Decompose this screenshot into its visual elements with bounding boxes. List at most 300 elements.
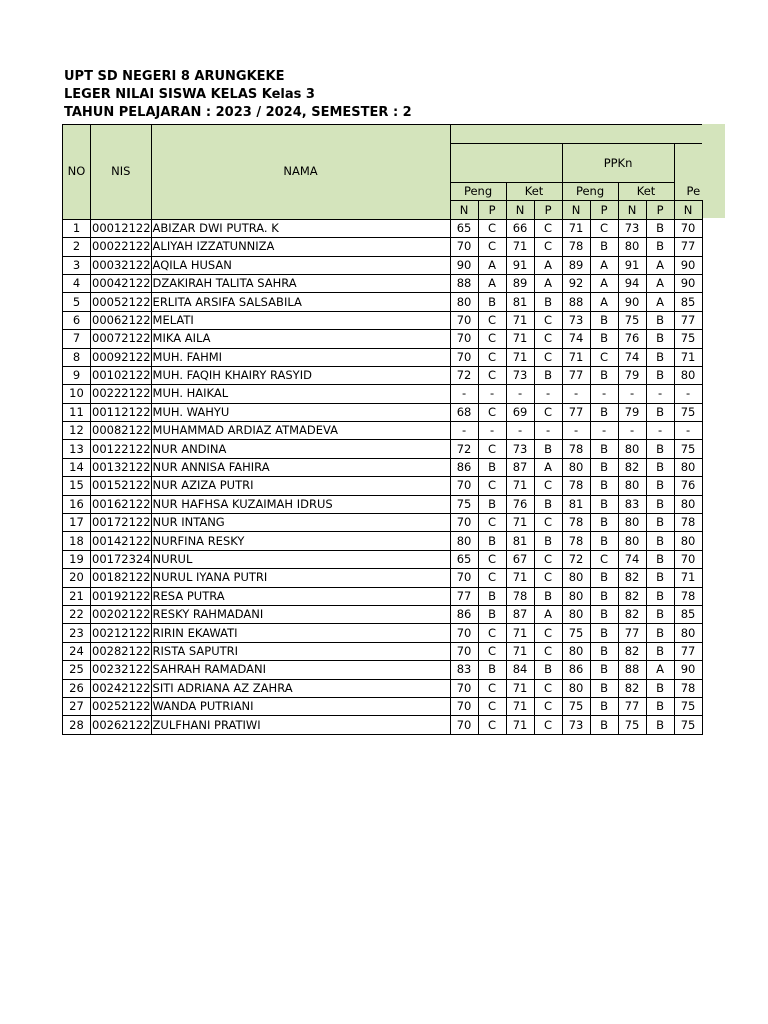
ppkn-peng-n-cell: 73: [562, 311, 590, 329]
peng-n-cell: 70: [450, 697, 478, 715]
ppkn-peng-p-cell: B: [590, 697, 618, 715]
peng-n-cell: 65: [450, 219, 478, 237]
ppkn-peng-n-cell: 71: [562, 219, 590, 237]
row-no-cell: 23: [63, 624, 91, 642]
row-no-cell: 17: [63, 514, 91, 532]
ppkn-ket-p-cell: B: [646, 477, 674, 495]
ppkn-ket-p-cell: A: [646, 274, 674, 292]
row-nis-cell: 00072122: [91, 330, 152, 348]
ppkn-peng-n-cell: 71: [562, 348, 590, 366]
next-n-cell: 71: [674, 348, 702, 366]
ket-n-cell: 89: [506, 274, 534, 292]
table-row: [63, 219, 703, 237]
ket-p-cell: C: [534, 348, 562, 366]
ket-p-cell: C: [534, 311, 562, 329]
row-no-cell: 24: [63, 642, 91, 660]
ppkn-peng-n-cell: 75: [562, 697, 590, 715]
row-no-cell: 3: [63, 256, 91, 274]
peng-p-cell: C: [478, 679, 506, 697]
row-nis-cell: 00222122: [91, 385, 152, 403]
ppkn-ket-p-cell: -: [646, 422, 674, 440]
row-no-cell: 15: [63, 477, 91, 495]
ppkn-peng-n-cell: 89: [562, 256, 590, 274]
next-n-cell: 71: [674, 569, 702, 587]
ppkn-ket-n-cell: 90: [618, 293, 646, 311]
row-no-cell: 4: [63, 274, 91, 292]
ket-p-cell: B: [534, 532, 562, 550]
ppkn-ket-n-cell: 82: [618, 587, 646, 605]
ppkn-ket-n-cell: 80: [618, 514, 646, 532]
ppkn-ket-n-cell: 80: [618, 238, 646, 256]
row-no-cell: 7: [63, 330, 91, 348]
ppkn-peng-p-cell: B: [590, 587, 618, 605]
row-no-cell: 19: [63, 550, 91, 568]
peng-n-cell: 70: [450, 642, 478, 660]
ppkn-peng-n-cell: 78: [562, 440, 590, 458]
peng-p-cell: B: [478, 293, 506, 311]
row-nis-cell: 00032122: [91, 256, 152, 274]
next-n-cell: 80: [674, 366, 702, 384]
row-nama-cell: RESKY RAHMADANI: [151, 605, 450, 623]
row-nama-cell: NUR ANDINA: [151, 440, 450, 458]
ket-header: Ket: [618, 183, 674, 201]
ppkn-ket-p-cell: B: [646, 238, 674, 256]
table-row: [63, 458, 703, 476]
ppkn-peng-n-cell: 88: [562, 293, 590, 311]
table-row: [63, 661, 703, 679]
ppkn-peng-n-cell: 80: [562, 587, 590, 605]
ppkn-peng-p-cell: B: [590, 569, 618, 587]
ppkn-ket-n-cell: 82: [618, 458, 646, 476]
ppkn-peng-p-cell: -: [590, 422, 618, 440]
ket-p-cell: C: [534, 477, 562, 495]
ppkn-peng-p-cell: B: [590, 716, 618, 734]
ppkn-ket-n-cell: 77: [618, 624, 646, 642]
ppkn-ket-p-cell: A: [646, 661, 674, 679]
ppkn-ket-n-cell: -: [618, 422, 646, 440]
next-n-cell: 75: [674, 403, 702, 421]
row-nis-cell: 00242122: [91, 679, 152, 697]
ket-n-cell: 81: [506, 293, 534, 311]
row-nis-cell: 00172122: [91, 514, 152, 532]
ket-n-cell: 71: [506, 514, 534, 532]
ppkn-peng-n-cell: 80: [562, 642, 590, 660]
row-nama-cell: ZULFHANI PRATIWI: [151, 716, 450, 734]
ppkn-peng-p-cell: B: [590, 477, 618, 495]
ppkn-peng-p-cell: A: [590, 274, 618, 292]
row-nis-cell: 00102122: [91, 366, 152, 384]
row-nis-cell: 00122122: [91, 440, 152, 458]
ket-p-cell: C: [534, 624, 562, 642]
row-no-cell: 26: [63, 679, 91, 697]
row-nis-cell: 00162122: [91, 495, 152, 513]
row-nama-cell: NURUL IYANA PUTRI: [151, 569, 450, 587]
peng-p-cell: A: [478, 256, 506, 274]
row-no-cell: 5: [63, 293, 91, 311]
ket-n-cell: 91: [506, 256, 534, 274]
ppkn-peng-p-cell: C: [590, 550, 618, 568]
p-header: P: [590, 201, 618, 219]
table-row: [63, 514, 703, 532]
table-row: [63, 477, 703, 495]
peng-n-cell: -: [450, 385, 478, 403]
ket-p-cell: C: [534, 679, 562, 697]
table-row: [63, 238, 703, 256]
ppkn-peng-p-cell: B: [590, 440, 618, 458]
row-nama-cell: NURFINA RESKY: [151, 532, 450, 550]
row-nis-cell: 00262122: [91, 716, 152, 734]
n-header: N: [674, 201, 702, 219]
ket-n-cell: 73: [506, 366, 534, 384]
row-nama-cell: DZAKIRAH TALITA SAHRA: [151, 274, 450, 292]
ket-p-cell: C: [534, 219, 562, 237]
ket-n-cell: 67: [506, 550, 534, 568]
col-header-nis: NIS: [91, 125, 152, 220]
peng-n-cell: 75: [450, 495, 478, 513]
ppkn-peng-n-cell: 86: [562, 661, 590, 679]
ppkn-peng-n-cell: 81: [562, 495, 590, 513]
row-nama-cell: NUR AZIZA PUTRI: [151, 477, 450, 495]
ppkn-peng-n-cell: 78: [562, 238, 590, 256]
ket-n-cell: 71: [506, 624, 534, 642]
peng-p-cell: A: [478, 274, 506, 292]
next-n-cell: 80: [674, 532, 702, 550]
school-name: UPT SD NEGERI 8 ARUNGKEKE: [64, 69, 285, 84]
ket-n-cell: 71: [506, 348, 534, 366]
ppkn-ket-p-cell: B: [646, 311, 674, 329]
row-nama-cell: SITI ADRIANA AZ ZAHRA: [151, 679, 450, 697]
ket-p-cell: A: [534, 274, 562, 292]
peng-p-cell: C: [478, 238, 506, 256]
row-no-cell: 8: [63, 348, 91, 366]
row-no-cell: 9: [63, 366, 91, 384]
ppkn-ket-p-cell: B: [646, 440, 674, 458]
table-row: [63, 385, 703, 403]
peng-p-cell: C: [478, 569, 506, 587]
ket-p-cell: C: [534, 716, 562, 734]
next-n-cell: 75: [674, 330, 702, 348]
next-n-cell: 85: [674, 293, 702, 311]
peng-p-cell: C: [478, 348, 506, 366]
academic-year: TAHUN PELAJARAN : 2023 / 2024, SEMESTER : 2: [64, 105, 412, 120]
ket-p-cell: A: [534, 458, 562, 476]
ket-n-cell: 84: [506, 661, 534, 679]
ppkn-ket-p-cell: B: [646, 642, 674, 660]
row-nama-cell: MUH. WAHYU: [151, 403, 450, 421]
ket-p-cell: A: [534, 256, 562, 274]
row-nis-cell: 00092122: [91, 348, 152, 366]
ppkn-ket-n-cell: 82: [618, 642, 646, 660]
ket-p-cell: C: [534, 642, 562, 660]
ppkn-ket-p-cell: B: [646, 550, 674, 568]
ppkn-peng-p-cell: B: [590, 366, 618, 384]
peng-p-cell: B: [478, 532, 506, 550]
ppkn-peng-n-cell: -: [562, 385, 590, 403]
ppkn-peng-p-cell: B: [590, 238, 618, 256]
peng-n-cell: 65: [450, 550, 478, 568]
row-nis-cell: 00082122: [91, 422, 152, 440]
next-n-cell: 75: [674, 697, 702, 715]
ppkn-ket-n-cell: 75: [618, 716, 646, 734]
peng-p-cell: B: [478, 605, 506, 623]
ket-n-cell: 71: [506, 477, 534, 495]
peng-n-cell: 70: [450, 348, 478, 366]
ppkn-ket-p-cell: B: [646, 624, 674, 642]
peng-p-cell: B: [478, 661, 506, 679]
ket-n-cell: 71: [506, 716, 534, 734]
ppkn-peng-n-cell: 75: [562, 624, 590, 642]
next-n-cell: 85: [674, 605, 702, 623]
peng-p-cell: C: [478, 716, 506, 734]
ppkn-peng-p-cell: B: [590, 330, 618, 348]
row-no-cell: 12: [63, 422, 91, 440]
next-n-cell: 80: [674, 495, 702, 513]
next-n-cell: 70: [674, 550, 702, 568]
ppkn-peng-p-cell: B: [590, 642, 618, 660]
peng-p-cell: C: [478, 440, 506, 458]
row-no-cell: 2: [63, 238, 91, 256]
peng-n-cell: 86: [450, 458, 478, 476]
ket-p-cell: B: [534, 661, 562, 679]
next-n-cell: 78: [674, 514, 702, 532]
peng-p-cell: C: [478, 311, 506, 329]
row-nama-cell: NURUL: [151, 550, 450, 568]
ppkn-ket-n-cell: 94: [618, 274, 646, 292]
next-n-cell: 80: [674, 458, 702, 476]
ppkn-peng-n-cell: 78: [562, 532, 590, 550]
ket-n-cell: 71: [506, 679, 534, 697]
ppkn-ket-p-cell: B: [646, 697, 674, 715]
row-nis-cell: 00112122: [91, 403, 152, 421]
peng-n-cell: 80: [450, 293, 478, 311]
peng-n-cell: 70: [450, 330, 478, 348]
row-nis-cell: 00042122: [91, 274, 152, 292]
ket-p-cell: C: [534, 514, 562, 532]
subject-ppkn-header: PPKn: [562, 144, 674, 183]
peng-p-cell: C: [478, 550, 506, 568]
ppkn-peng-n-cell: 92: [562, 274, 590, 292]
ket-n-cell: 71: [506, 330, 534, 348]
ppkn-peng-p-cell: B: [590, 532, 618, 550]
ppkn-ket-p-cell: B: [646, 403, 674, 421]
ppkn-peng-n-cell: 78: [562, 514, 590, 532]
ppkn-ket-p-cell: B: [646, 514, 674, 532]
ppkn-ket-n-cell: 83: [618, 495, 646, 513]
ppkn-ket-p-cell: B: [646, 532, 674, 550]
next-n-cell: -: [674, 422, 702, 440]
ppkn-ket-n-cell: 80: [618, 532, 646, 550]
next-n-cell: 90: [674, 256, 702, 274]
ket-n-cell: 76: [506, 495, 534, 513]
ket-n-cell: 87: [506, 605, 534, 623]
row-nama-cell: MIKA AILA: [151, 330, 450, 348]
row-nis-cell: 00252122: [91, 697, 152, 715]
next-n-cell: 90: [674, 661, 702, 679]
ket-p-cell: B: [534, 440, 562, 458]
ket-n-cell: 71: [506, 697, 534, 715]
next-n-cell: 77: [674, 642, 702, 660]
ppkn-peng-n-cell: 77: [562, 366, 590, 384]
ppkn-peng-n-cell: 77: [562, 403, 590, 421]
peng-n-cell: 86: [450, 605, 478, 623]
ket-n-cell: 78: [506, 587, 534, 605]
ket-n-cell: 66: [506, 219, 534, 237]
ket-n-cell: 71: [506, 311, 534, 329]
row-no-cell: 25: [63, 661, 91, 679]
row-nis-cell: 00182122: [91, 569, 152, 587]
row-nama-cell: ABIZAR DWI PUTRA. K: [151, 219, 450, 237]
row-nama-cell: RISTA SAPUTRI: [151, 642, 450, 660]
ppkn-ket-p-cell: B: [646, 348, 674, 366]
ket-p-cell: -: [534, 385, 562, 403]
table-row: [63, 587, 703, 605]
ppkn-ket-n-cell: -: [618, 385, 646, 403]
row-no-cell: 10: [63, 385, 91, 403]
ppkn-ket-n-cell: 80: [618, 440, 646, 458]
row-nama-cell: NUR INTANG: [151, 514, 450, 532]
ppkn-ket-n-cell: 88: [618, 661, 646, 679]
row-no-cell: 18: [63, 532, 91, 550]
ppkn-peng-p-cell: -: [590, 385, 618, 403]
row-no-cell: 22: [63, 605, 91, 623]
row-nama-cell: WANDA PUTRIANI: [151, 697, 450, 715]
table-row: [63, 256, 703, 274]
ppkn-ket-p-cell: A: [646, 293, 674, 311]
ppkn-ket-n-cell: 74: [618, 348, 646, 366]
next-n-cell: 76: [674, 477, 702, 495]
ket-header: Ket: [506, 183, 562, 201]
peng-p-cell: C: [478, 697, 506, 715]
table-row: [63, 624, 703, 642]
ppkn-peng-p-cell: B: [590, 403, 618, 421]
col-header-no: NO: [63, 125, 91, 220]
row-nis-cell: 00142122: [91, 532, 152, 550]
sheet-title: LEGER NILAI SISWA KELAS Kelas 3: [64, 87, 315, 102]
peng-n-cell: 68: [450, 403, 478, 421]
row-nis-cell: 00052122: [91, 293, 152, 311]
row-nis-cell: 00062122: [91, 311, 152, 329]
ket-n-cell: 71: [506, 238, 534, 256]
next-n-cell: 78: [674, 679, 702, 697]
ppkn-peng-n-cell: -: [562, 422, 590, 440]
peng-p-cell: B: [478, 495, 506, 513]
ket-n-cell: 81: [506, 532, 534, 550]
ppkn-ket-n-cell: 79: [618, 403, 646, 421]
next-n-cell: 75: [674, 440, 702, 458]
next-n-cell: 80: [674, 624, 702, 642]
next-n-cell: 77: [674, 311, 702, 329]
ppkn-ket-n-cell: 77: [618, 697, 646, 715]
row-no-cell: 27: [63, 697, 91, 715]
p-header: P: [478, 201, 506, 219]
ket-n-cell: -: [506, 422, 534, 440]
ppkn-peng-n-cell: 80: [562, 458, 590, 476]
table-row: [63, 532, 703, 550]
grade-table: [62, 124, 703, 735]
peng-n-cell: 72: [450, 440, 478, 458]
peng-n-cell: 70: [450, 716, 478, 734]
ppkn-peng-p-cell: A: [590, 293, 618, 311]
table-row: [63, 679, 703, 697]
peng-n-cell: 83: [450, 661, 478, 679]
peng-header: Peng: [450, 183, 506, 201]
ppkn-peng-p-cell: C: [590, 219, 618, 237]
next-n-cell: 77: [674, 238, 702, 256]
ppkn-ket-n-cell: 82: [618, 679, 646, 697]
row-nama-cell: MUH. FAHMI: [151, 348, 450, 366]
p-header: P: [646, 201, 674, 219]
row-no-cell: 6: [63, 311, 91, 329]
ppkn-ket-p-cell: B: [646, 219, 674, 237]
table-row: [63, 366, 703, 384]
table-row: [63, 605, 703, 623]
row-nis-cell: 00152122: [91, 477, 152, 495]
peng-header: Peng: [562, 183, 618, 201]
ppkn-ket-n-cell: 75: [618, 311, 646, 329]
peng-p-cell: B: [478, 458, 506, 476]
peng-p-cell: C: [478, 642, 506, 660]
ppkn-peng-p-cell: B: [590, 624, 618, 642]
row-no-cell: 16: [63, 495, 91, 513]
row-nama-cell: ALIYAH IZZATUNNIZA: [151, 238, 450, 256]
row-nama-cell: RIRIN EKAWATI: [151, 624, 450, 642]
ppkn-peng-p-cell: B: [590, 679, 618, 697]
n-header: N: [618, 201, 646, 219]
n-header: N: [562, 201, 590, 219]
table-row: [63, 311, 703, 329]
row-nama-cell: NUR ANNISA FAHIRA: [151, 458, 450, 476]
row-nis-cell: 00232122: [91, 661, 152, 679]
peng-n-cell: 70: [450, 311, 478, 329]
ket-n-cell: 73: [506, 440, 534, 458]
ppkn-ket-p-cell: B: [646, 495, 674, 513]
peng-p-cell: -: [478, 422, 506, 440]
ppkn-peng-n-cell: 80: [562, 605, 590, 623]
ppkn-peng-p-cell: B: [590, 458, 618, 476]
table-row: [63, 293, 703, 311]
row-no-cell: 11: [63, 403, 91, 421]
row-nama-cell: MELATI: [151, 311, 450, 329]
table-row: [63, 422, 703, 440]
peng-n-cell: 88: [450, 274, 478, 292]
subject-next-header: Pe: [674, 144, 702, 201]
table-row: [63, 495, 703, 513]
ket-p-cell: C: [534, 403, 562, 421]
peng-p-cell: C: [478, 624, 506, 642]
ppkn-ket-n-cell: 82: [618, 569, 646, 587]
ppkn-ket-p-cell: -: [646, 385, 674, 403]
peng-n-cell: 70: [450, 624, 478, 642]
ket-p-cell: C: [534, 550, 562, 568]
ket-p-cell: C: [534, 697, 562, 715]
table-row: [63, 403, 703, 421]
ppkn-peng-n-cell: 80: [562, 569, 590, 587]
peng-n-cell: 70: [450, 238, 478, 256]
ppkn-peng-p-cell: C: [590, 348, 618, 366]
ket-n-cell: 71: [506, 569, 534, 587]
row-nis-cell: 00012122: [91, 219, 152, 237]
peng-p-cell: B: [478, 587, 506, 605]
row-nama-cell: MUHAMMAD ARDIAZ ATMADEVA: [151, 422, 450, 440]
row-nis-cell: 00192122: [91, 587, 152, 605]
ppkn-peng-p-cell: B: [590, 605, 618, 623]
peng-p-cell: C: [478, 330, 506, 348]
ppkn-peng-n-cell: 80: [562, 679, 590, 697]
row-nama-cell: ERLITA ARSIFA SALSABILA: [151, 293, 450, 311]
ppkn-peng-p-cell: B: [590, 661, 618, 679]
ppkn-ket-n-cell: 80: [618, 477, 646, 495]
ket-n-cell: 69: [506, 403, 534, 421]
